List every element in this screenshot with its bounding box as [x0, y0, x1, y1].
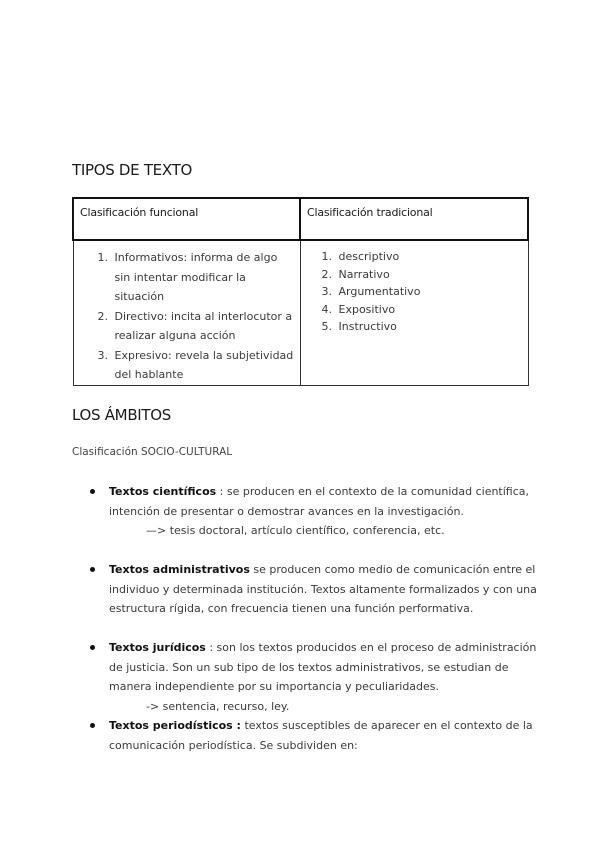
- bullet-item-textos-periodisticos: [90, 716, 540, 755]
- bullet-example: —> tesis doctoral, artículo científico, conferencia, etc.: [146, 524, 445, 537]
- bullet-icon: [90, 645, 95, 650]
- bullet-term: Textos administrativos: [109, 563, 250, 576]
- bullet-text: : se producen en el contexto de la comunidad científica, intención de presentar o demostrar avances en la investigación.: [109, 485, 530, 518]
- bullet-term: Textos científicos: [109, 485, 217, 498]
- bullet-icon: [90, 489, 95, 494]
- bullet-icon: [90, 567, 95, 572]
- section-subtitle: Clasificación SOCIO-CULTURAL: [72, 446, 233, 458]
- list-item: 3. Expresivo: revela la subjetividad del hablante: [97, 348, 294, 381]
- table-header-traditional: Clasificación tradicional: [300, 198, 528, 240]
- list-item: 2. Narrativo: [321, 267, 390, 281]
- list-item: 3. Argumentativo: [321, 285, 421, 298]
- section-title-los-ambitos: LOS ÁMBITOS: [72, 406, 172, 424]
- bullet-term: Textos jurídicos: [109, 641, 206, 654]
- classification-table: [72, 197, 529, 386]
- section-title-tipos-de-texto: TIPOS DE TEXTO: [72, 161, 192, 179]
- bullet-item-textos-administrativos: [90, 560, 540, 619]
- bullet-example: -> sentencia, recurso, ley.: [146, 699, 290, 713]
- bullet-text: : son los textos producidos en el proceso de administración de justicia. Son un sub tipo de los textos administrativos, se estudian de manera independiente por su importancia y peculiaridades.: [109, 641, 537, 693]
- list-item: 1. Informativos: informa de algo sin intentar modificar la situación: [97, 251, 278, 303]
- bullet-item-textos-juridicos: [90, 638, 540, 716]
- list-item: 4. Expositivo: [321, 302, 396, 316]
- table-header-functional: Clasificación funcional: [73, 198, 300, 240]
- traditional-list: [322, 248, 522, 336]
- bullet-text: textos susceptibles de aparecer en el contexto de la comunicación periodística. Se subdividen en:: [109, 719, 533, 752]
- list-item: 5. Instructivo: [321, 320, 397, 333]
- list-item: 1. descriptivo: [321, 250, 400, 263]
- functional-classification-cell: [73, 240, 300, 385]
- list-item: 2. Directivo: incita al interlocutor a realizar alguna acción: [97, 309, 293, 342]
- bullet-term: Textos periodísticos :: [109, 719, 241, 732]
- bullet-text: se producen como medio de comunicación entre el individuo y determinada institución. Textos altamente formalizados y con una estructura rígida, con frecuencia tienen una función performativa.: [109, 563, 537, 615]
- functional-list: [98, 248, 294, 385]
- bullet-item-textos-cientificos: [90, 482, 540, 541]
- bullet-icon: [90, 723, 95, 728]
- traditional-classification-cell: [300, 240, 528, 385]
